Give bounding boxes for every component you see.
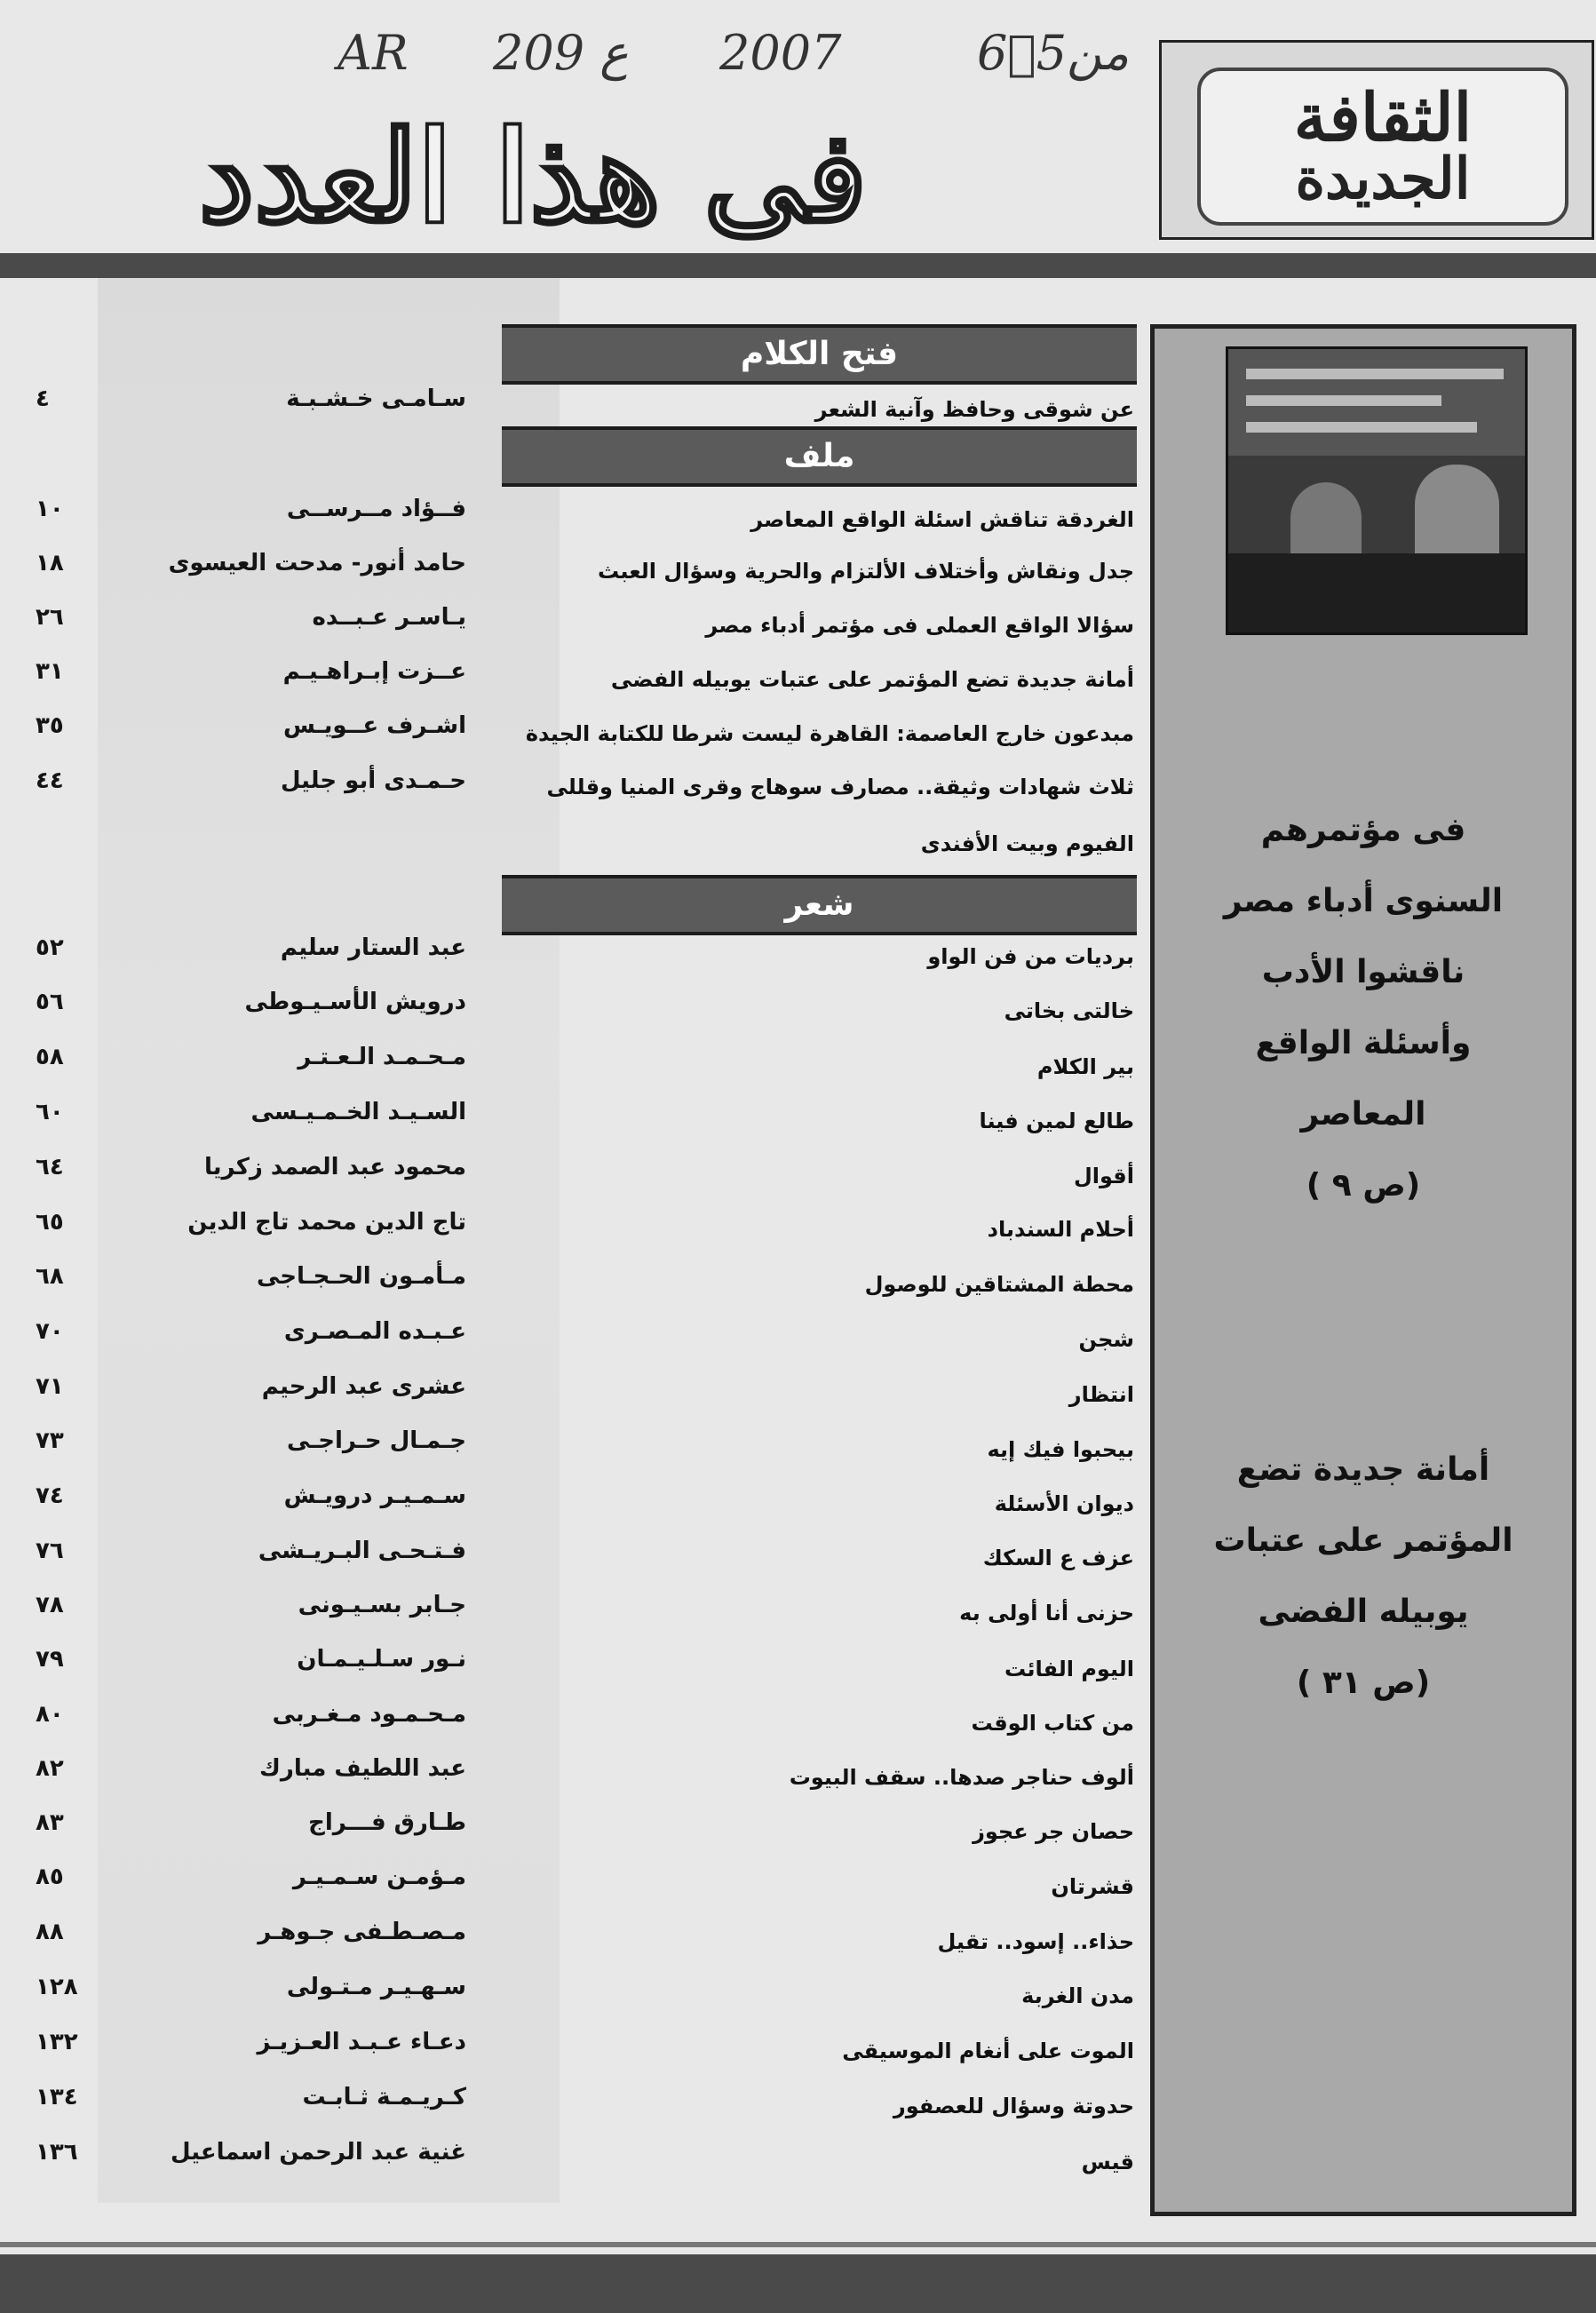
section-bar-shir: شعر <box>502 875 1137 935</box>
conference-photo <box>1226 346 1528 635</box>
contributor-name: جـمـال حـراجـى <box>287 1427 466 1454</box>
contributor-row <box>36 2029 466 2064</box>
contributor-name: جـابر بسـيـونى <box>298 1592 466 1618</box>
handwritten-note-3: 2007 <box>719 25 842 81</box>
contributor-name: فــؤاد مــرســى <box>286 496 466 522</box>
photo-banner-line <box>1246 422 1477 433</box>
contributor-row <box>36 1592 466 1627</box>
contributor-name: مـأمـون الحـجـاجى <box>256 1263 466 1290</box>
photo-person-right <box>1415 465 1499 567</box>
contributor-row <box>36 1755 466 1791</box>
contributor-name: طـارق فـــراج <box>308 1809 466 1836</box>
masthead-logo-line1: الثقافة <box>1293 80 1473 156</box>
contributor-row <box>36 2139 466 2174</box>
contributor-name: فـتـحـى البـريـشى <box>258 1538 466 1564</box>
handwritten-note-4: 6ٍمن5 <box>977 25 1130 81</box>
contributor-name: تاج الدين محمد تاج الدين <box>187 1209 466 1236</box>
contributor-name: مـحـمـود مـغـربى <box>272 1701 466 1728</box>
feature-1-line: (ص ٩ ) <box>1306 1167 1421 1204</box>
page-number: ٦٥ <box>36 1209 64 1236</box>
contributor-row <box>36 1864 466 1899</box>
feature-2-line: (ص ٣١ ) <box>1296 1665 1431 1701</box>
masthead-logo-line2: الجديدة <box>1295 146 1471 212</box>
article-title: سؤالا الواقع العملى فى مؤتمر أدباء مصر <box>705 613 1134 638</box>
article-title: أحلام السندباد <box>987 1217 1134 1242</box>
contributor-name: نـور سـلـيـمـان <box>297 1646 466 1673</box>
page-number: ٧٨ <box>36 1592 64 1618</box>
contributor-name: سـهـيـر مـتـولى <box>286 1974 466 2000</box>
article-title: انتظار <box>1068 1382 1134 1407</box>
contributor-name: حامد أنور- مدحت العيسوى <box>168 550 466 576</box>
page-number: ١٣٤ <box>36 2084 78 2110</box>
contributor-row <box>36 1701 466 1737</box>
page-number: ٧٩ <box>36 1646 64 1673</box>
contributor-row <box>36 1263 466 1299</box>
feature-story-1 <box>1163 795 1563 1221</box>
contributor-name: مـؤمـن سـمـيـر <box>292 1864 466 1890</box>
contributor-row <box>36 934 466 970</box>
contributor-name: مـحـمـد الـعـتـر <box>298 1044 466 1070</box>
page-number: ٣٥ <box>36 712 64 739</box>
feature-story-2 <box>1163 1435 1563 1719</box>
footer-bar <box>0 2254 1596 2313</box>
contributor-name: كـريـمـة ثـابـت <box>302 2084 466 2110</box>
feature-2-line: يوبيله الفضى <box>1258 1594 1469 1630</box>
contributor-name: عـبـده المـصـرى <box>283 1318 466 1345</box>
page-number: ٣١ <box>36 658 64 685</box>
contributor-name: السـيـد الخـمـيـسى <box>250 1099 466 1125</box>
article-title: محطة المشتاقين للوصول <box>864 1272 1134 1297</box>
article-title: قيس <box>1081 2150 1134 2174</box>
page-number: ٨٨ <box>36 1919 64 1945</box>
page-number: ٥٢ <box>36 934 64 961</box>
feature-1-line: ناقشوا الأدب <box>1261 954 1465 990</box>
contributor-row <box>36 1538 466 1573</box>
contributor-row <box>36 386 466 421</box>
page-number: ٦٤ <box>36 1154 64 1180</box>
page-number: ٥٨ <box>36 1044 64 1070</box>
contributor-row <box>36 1209 466 1244</box>
contributor-name: عبد اللطيف مبارك <box>259 1755 466 1782</box>
contributor-row <box>36 1809 466 1845</box>
contributor-row <box>36 1919 466 1954</box>
feature-1-line: فى مؤتمرهم <box>1260 812 1466 848</box>
photo-table <box>1228 553 1525 635</box>
contributor-name: غنية عبد الرحمن اسماعيل <box>171 2139 466 2166</box>
article-title: ثلاث شهادات وثيقة.. مصارف سوهاج وقرى المنيا وقللى <box>546 775 1134 799</box>
page-number: ٧١ <box>36 1373 64 1400</box>
handwritten-note-1: AR <box>337 25 409 81</box>
contributor-row <box>36 712 466 748</box>
article-title: حدوتة وسؤال للعصفور <box>893 2094 1134 2118</box>
contributor-row <box>36 1318 466 1354</box>
contributor-name: مـصـطـفى جـوهـر <box>258 1919 466 1945</box>
article-title: جدل ونقاش وأختلاف الألتزام والحرية وسؤال العبث <box>598 559 1134 584</box>
page-number: ٨٢ <box>36 1755 64 1782</box>
contributor-row <box>36 1427 466 1463</box>
page-number: ٥٦ <box>36 989 64 1015</box>
contributor-name: اشـرف عــويـس <box>282 712 466 739</box>
contributor-row <box>36 604 466 640</box>
contributor-name: سـمـيـر درويـش <box>283 1482 466 1509</box>
article-title: شجن <box>1078 1327 1134 1352</box>
contributor-row <box>36 1154 466 1189</box>
article-title: من كتاب الوقت <box>971 1711 1134 1736</box>
contributor-row <box>36 658 466 694</box>
contributor-name: دعـاء عـبـد العـزيـز <box>257 2029 466 2055</box>
photo-banner-line <box>1246 369 1504 379</box>
article-title: أقوال <box>1073 1164 1134 1188</box>
contributor-name: سـامـى خـشـبـة <box>286 386 466 412</box>
photo-banner-line <box>1246 395 1441 406</box>
article-title: بير الكلام <box>1036 1054 1134 1079</box>
contributor-row <box>36 1373 466 1409</box>
page-number: ٦٠ <box>36 1099 64 1125</box>
page-number: ١٢٨ <box>36 1974 78 2000</box>
article-title: حزنى أنا أولى به <box>959 1601 1134 1625</box>
contributor-row <box>36 1482 466 1518</box>
feature-1-line: المعاصر <box>1300 1096 1426 1133</box>
footer-rule <box>0 2242 1596 2247</box>
article-title: اليوم الفائت <box>1004 1657 1134 1681</box>
article-title: الفيوم وبيت الأفندى <box>920 831 1134 856</box>
article-title: الموت على أنغام الموسيقى <box>842 2039 1134 2063</box>
article-title: قشرتان <box>1051 1874 1134 1899</box>
contributor-row <box>36 767 466 803</box>
contributor-row <box>36 1646 466 1681</box>
contributor-name: عــزت إبـراهـيـم <box>282 658 466 685</box>
article-title: حذاء.. إسود.. تقيل <box>937 1929 1134 1954</box>
page-number: ٧٣ <box>36 1427 64 1454</box>
feature-1-line: السنوى أدباء مصر <box>1223 883 1504 919</box>
page-number: ١٣٢ <box>36 2029 78 2055</box>
section-bar-malaf: ملف <box>502 426 1137 487</box>
contributor-row <box>36 496 466 531</box>
contributor-name: يـاسـر عـبــده <box>312 604 466 631</box>
page-number: ٧٠ <box>36 1318 64 1345</box>
page-number: ١٨ <box>36 550 64 576</box>
feature-2-line: أمانة جديدة تضع <box>1236 1451 1490 1488</box>
article-title: عزف ع السكك <box>982 1546 1134 1570</box>
article-title: خالتى بخاتى <box>1004 998 1134 1023</box>
contributor-row <box>36 1044 466 1079</box>
feature-1-line: وأسئلة الواقع <box>1255 1025 1472 1061</box>
page-number: ٤٤ <box>36 767 64 794</box>
page-number: ٧٦ <box>36 1538 64 1564</box>
page-number: ٨٥ <box>36 1864 64 1890</box>
article-title: حصان جر عجوز <box>973 1819 1134 1844</box>
article-title: مدن الغربة <box>1021 1983 1134 2008</box>
article-title: أمانة جديدة تضع المؤتمر على عتبات يوبيله الفضى <box>610 667 1134 692</box>
contributor-name: محمود عبد الصمد زكريا <box>204 1154 466 1180</box>
handwritten-note-2: 209 ع <box>493 25 629 81</box>
article-title: طالع لمين فينا <box>979 1109 1134 1133</box>
article-title: ألوف حناجر صدها.. سقف البيوت <box>789 1765 1134 1790</box>
contributor-row <box>36 989 466 1024</box>
page-number: ٨٣ <box>36 1809 64 1836</box>
issue-title: فى هذا العدد <box>198 105 868 250</box>
masthead <box>1159 40 1594 240</box>
article-title: الغردقة تناقش اسئلة الواقع المعاصر <box>750 507 1134 532</box>
page-number: ١٣٦ <box>36 2139 78 2166</box>
masthead-logo <box>1197 68 1568 226</box>
contributor-name: درويش الأسـيـوطى <box>244 989 466 1015</box>
contributor-name: عبد الستار سليم <box>280 934 466 961</box>
article-title: برديات من فن الواو <box>927 944 1134 969</box>
page-number: ٧٤ <box>36 1482 64 1509</box>
page-number: ٢٦ <box>36 604 64 631</box>
page-number: ٤ <box>36 386 50 412</box>
contributor-name: عشرى عبد الرحيم <box>261 1373 466 1400</box>
article-title: عن شوقى وحافظ وآنية الشعر <box>814 397 1134 422</box>
contributor-row <box>36 1099 466 1134</box>
feature-2-line: المؤتمر على عتبات <box>1213 1522 1513 1559</box>
article-title: ديوان الأسئلة <box>994 1491 1134 1516</box>
page-number: ١٠ <box>36 496 64 522</box>
page-number: ٦٨ <box>36 1263 64 1290</box>
header-divider <box>0 253 1596 278</box>
contributor-name: حـمـدى أبو جليل <box>280 767 466 794</box>
contributor-row <box>36 550 466 585</box>
page-number: ٨٠ <box>36 1701 64 1728</box>
contributor-row <box>36 1974 466 2009</box>
article-title: مبدعون خارج العاصمة: القاهرة ليست شرطا للكتابة الجيدة <box>525 721 1134 746</box>
section-bar-fatah: فتح الكلام <box>502 324 1137 385</box>
article-title: بيحبوا فيك إيه <box>987 1437 1134 1462</box>
contributor-row <box>36 2084 466 2119</box>
